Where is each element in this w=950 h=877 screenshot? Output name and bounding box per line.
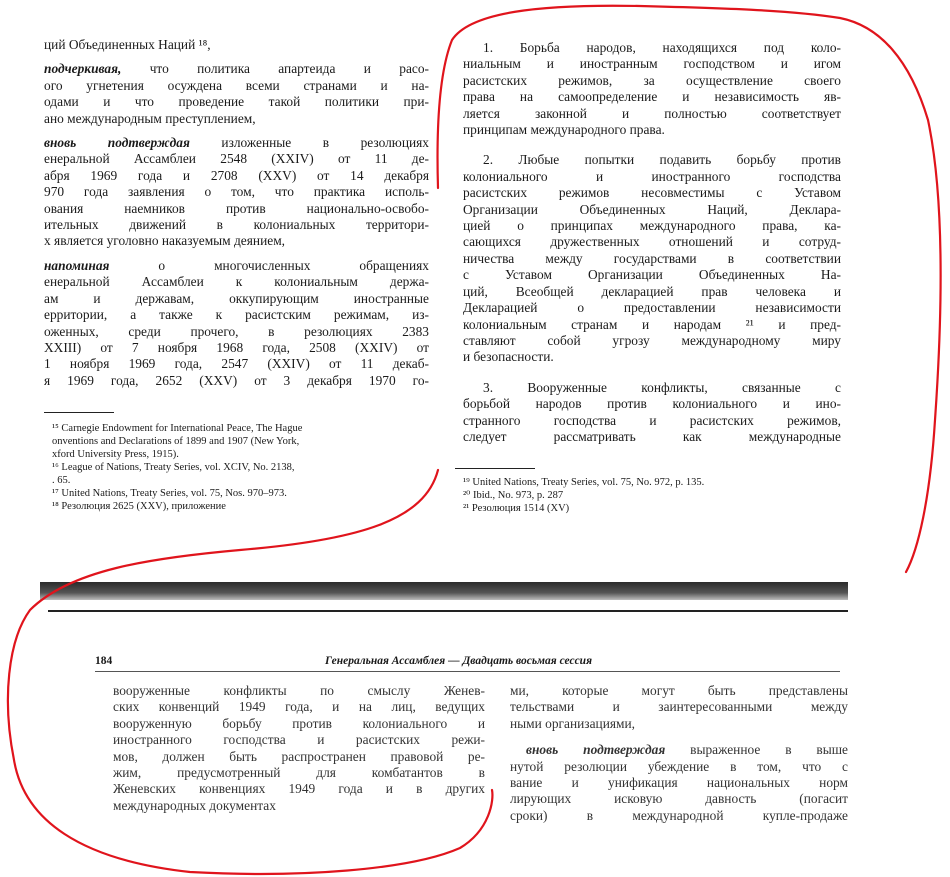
text-line: следует рассматривать как международные bbox=[463, 428, 841, 444]
footnote-line: ¹⁹ United Nations, Treaty Series, vol. 75, No. 972, p. 135. bbox=[463, 477, 705, 488]
text-line: х является уголовно наказуемым деянием, bbox=[44, 233, 286, 249]
text-line: о многочисленных обращениях bbox=[109, 257, 429, 273]
text-line: странного господства и расистских режимов, bbox=[463, 412, 841, 428]
text-line: 1 ноября 1969 года, 2547 (XXIV) от 11 декаб- bbox=[44, 356, 429, 372]
text-line: ерритории, а также к расистским режимам, из- bbox=[44, 307, 429, 323]
text-line: жим, предусмотренный для комбатантов в bbox=[113, 765, 485, 781]
text-line: с Уставом Организации Объединенных На- bbox=[463, 267, 841, 283]
text-line: права на самоопределение и независимость яв- bbox=[463, 89, 841, 105]
text-line: изложенные в резолюциях bbox=[189, 135, 429, 151]
text-line: абря 1969 года и 2708 (XXV) от 14 декабря bbox=[44, 167, 429, 183]
text-line: борьбой народов против колониального и ино- bbox=[463, 396, 841, 412]
footnote-line: onventions and Declarations of 1899 and 1907 (New York, bbox=[52, 436, 300, 447]
footnote-line: ¹⁷ United Nations, Treaty Series, vol. 75, Nos. 970–973. bbox=[52, 488, 287, 499]
footnote-line: ¹⁶ League of Nations, Treaty Series, vol. XCIV, No. 2138, bbox=[52, 462, 295, 473]
text-line: 970 года заявления о том, что практика исполь- bbox=[44, 184, 429, 200]
text-line: ования наемников против национально-освобо- bbox=[44, 200, 429, 216]
text-line: ставляют собой угрозу международному миру bbox=[463, 332, 841, 348]
page-number: 184 bbox=[95, 655, 113, 667]
emphasis-word: вновь подтверждая bbox=[44, 135, 190, 151]
text-line: одами и что проведение такой политики при- bbox=[44, 94, 429, 110]
text-line: принципам международного права. bbox=[463, 122, 665, 138]
text-line: выраженное в выше bbox=[665, 742, 848, 758]
text-line: колониальным странам и народам ²¹ и пред- bbox=[463, 316, 841, 332]
emphasis-word: напоминая bbox=[44, 257, 110, 273]
text-line: иностранного господства и расистских режи- bbox=[113, 732, 485, 748]
text-line: вооруженные конфликты по смыслу Женев- bbox=[113, 683, 485, 698]
annotation-stroke bbox=[8, 470, 493, 874]
text-line: колониального и иностранного господства bbox=[463, 168, 841, 184]
footnote-line: ²¹ Резолюция 1514 (XV) bbox=[463, 503, 570, 514]
text-line: оженных, среди прочего, в резолюциях 2383 bbox=[44, 323, 429, 339]
text-line: мов, должен быть распространен правовой ре- bbox=[113, 748, 485, 764]
text-line: сающихся дружественных отношений и сотруд- bbox=[463, 234, 841, 250]
footnote-line: . 65. bbox=[52, 475, 71, 486]
text-line: Декларацией о предоставлении независимости bbox=[463, 300, 841, 316]
text-line: тельствами и заинтересованными между bbox=[510, 699, 848, 715]
text-line: и безопасности. bbox=[463, 349, 554, 365]
text-line: XXIII) от 7 ноября 1968 года, 2508 (XXIV) от bbox=[44, 339, 429, 355]
text-line: енеральной Ассамблеи 2548 (XXIV) от 11 де- bbox=[44, 151, 429, 167]
text-line: сроки) в международной купле-продаже bbox=[510, 807, 848, 823]
text-line: ительных движений в колониальных территори- bbox=[44, 217, 429, 233]
running-title: Генеральная Ассамблея — Двадцать восьмая сессия bbox=[325, 655, 593, 667]
text-line: Организации Объединенных Наций, Деклара- bbox=[463, 201, 841, 217]
text-line: лирующих исковую давность (погасит bbox=[510, 791, 848, 807]
text-line: ми, которые могут быть представлены bbox=[510, 683, 848, 698]
text-line: ам и державам, оккупирующим иностранные bbox=[44, 290, 429, 306]
text-line: 1. Борьба народов, находящихся под коло- bbox=[483, 40, 841, 55]
footnote-line: xford University Press, 1915). bbox=[52, 449, 179, 460]
text-line: международных документах bbox=[113, 797, 276, 813]
text-line: расистских режимов несовместимы с Уставом bbox=[463, 185, 841, 201]
text-line: вание и унификация национальных норм bbox=[510, 775, 848, 791]
text-line: что политика апартеида и расо- bbox=[121, 61, 429, 77]
text-line: я 1969 года, 2652 (XXV) от 3 декабря 1970 го- bbox=[44, 372, 429, 388]
annotation-stroke bbox=[438, 6, 941, 572]
text-line: ций Объединенных Наций ¹⁸, bbox=[44, 37, 211, 52]
text-line: ничества между государствами в соответствии bbox=[463, 250, 841, 266]
text-line: ными организациями, bbox=[510, 715, 636, 731]
footnote-line: ¹⁸ Резолюция 2625 (XXV), приложение bbox=[52, 501, 226, 512]
text-line: 3. Вооруженные конфликты, связанные с bbox=[483, 379, 841, 395]
text-line: нутой резолюции убеждение в том, что с bbox=[510, 758, 848, 774]
text-line: расистских режимов, за осуществление своего bbox=[463, 72, 841, 88]
footnote-line: ²⁰ Ibid., No. 973, p. 287 bbox=[463, 490, 564, 501]
text-line: ций, Всеобщей декларацией прав человека и bbox=[463, 283, 841, 299]
text-line: вооруженную борьбу против колониального и bbox=[113, 715, 485, 731]
text-line: енеральной Ассамблеи к колониальным держа- bbox=[44, 274, 429, 290]
text-line: ляется законной и полностью соответствует bbox=[463, 105, 841, 121]
text-line: 2. Любые попытки подавить борьбу против bbox=[483, 152, 841, 168]
emphasis-word: вновь подтверждая bbox=[526, 742, 666, 758]
emphasis-word: подчеркивая, bbox=[44, 61, 122, 77]
text-line: цией о принципах международного права, ка- bbox=[463, 218, 841, 234]
text-line: Женевских конвенциях 1949 года и в других bbox=[113, 781, 485, 797]
text-line: ого угнетения осуждена всеми странами и на- bbox=[44, 77, 429, 93]
text-line: ских конвенций 1949 года, и на лиц, ведущих bbox=[113, 699, 485, 715]
text-line: ниальным и иностранным господством и игом bbox=[463, 56, 841, 72]
footnote-line: ¹⁵ Carnegie Endowment for International Peace, The Hague bbox=[52, 423, 303, 434]
text-line: ано международным преступлением, bbox=[44, 110, 256, 126]
